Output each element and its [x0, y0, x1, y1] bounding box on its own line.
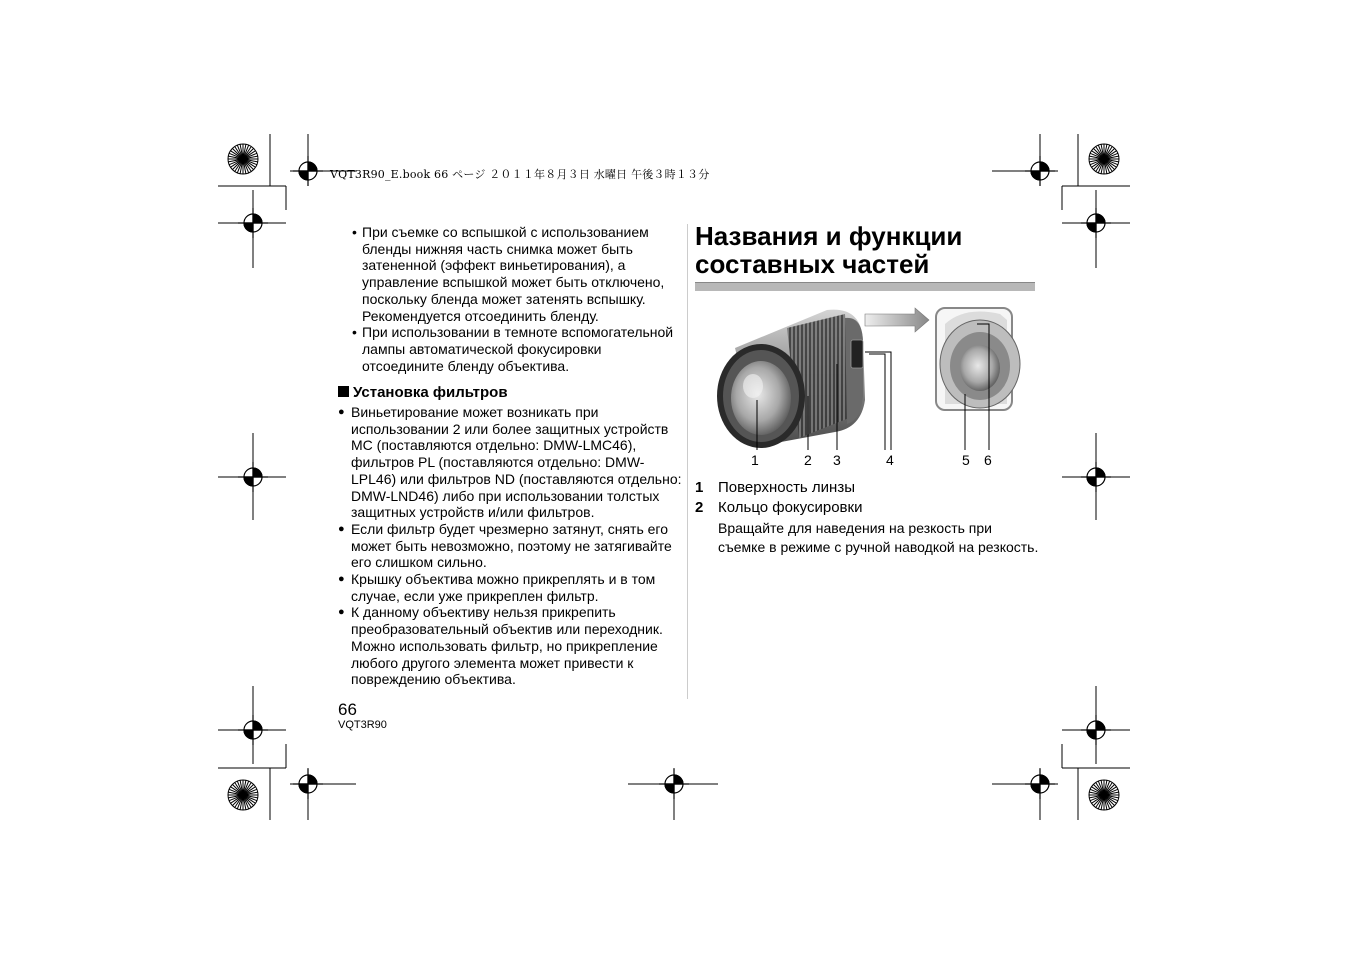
- section-bullet: ● Крышку объектива можно прикреплять и в том случае, если уже прикреплен фильтр.: [338, 571, 656, 604]
- section-bullet: ● Виньетирование может возникать при использовании 2 или более защитных устройств MC (поставляются отдельно: DMW-LMC46), фильтров PL (поставляются отдельно: DMW-LPL46) или фильтров ND (поставляются отдельно: DMW-LND46) либо при использовании толстых защитных устройств и/или фильтров.: [338, 404, 682, 521]
- intro-bullet: • При съемке со вспышкой с использованием бленды нижняя часть снимка может быть затененной (эффект виньетирования), а управление вспышкой может быть отключено, поскольку бленда может затенять вспышку. Рекомендуется отсоединить бленду.: [352, 224, 665, 324]
- round-bullet-icon: ●: [338, 522, 345, 535]
- column-divider: [687, 224, 688, 699]
- callout-label: 5: [962, 452, 970, 468]
- round-bullet-icon: ●: [338, 573, 345, 586]
- part-item: 2 Кольцо фокусировки: [695, 499, 863, 516]
- section-bullet: ● Если фильтр будет чрезмерно затянут, снять его может быть невозможно, поэтому не затягивайте его слишком сильно.: [338, 520, 672, 571]
- print-header: VQT3R90_E.book 66 ページ ２０１１年８月３日 水曜日 午後３時１３分: [330, 168, 710, 181]
- bullet-dot-icon: •: [352, 224, 357, 240]
- page-number: 66: [338, 700, 357, 719]
- section-bullet: ● К данному объективу нельзя прикрепить преобразовательный объектив или переходник. Можно использовать фильтр, но прикрепление любого другого элемента может привести к повреждению объектива.: [338, 604, 663, 688]
- model-code: VQT3R90: [338, 719, 387, 731]
- left-column: [338, 224, 683, 688]
- callout-label: 3: [833, 452, 841, 468]
- callout-label: 4: [886, 452, 894, 468]
- round-bullet-icon: ●: [338, 606, 345, 619]
- intro-bullet: • При использовании в темноте вспомогательной лампы автоматической фокусировки отсоедините бленду объектива.: [352, 324, 674, 374]
- parts-list: [695, 478, 1040, 556]
- lens-illustration: [695, 300, 1025, 450]
- callout-label: 2: [804, 452, 812, 468]
- callout-label: 1: [751, 452, 759, 468]
- part-description: Вращайте для наведения на резкость при съемке в режиме с ручной наводкой на резкость.: [718, 520, 1039, 555]
- black-square-icon: [338, 386, 349, 397]
- title-underline-bar: [695, 282, 1035, 291]
- round-bullet-icon: ●: [338, 406, 345, 419]
- bullet-dot-icon: •: [352, 324, 357, 341]
- page-title: Названия и функции составных частей: [695, 221, 963, 279]
- part-item: 1 Поверхность линзы: [695, 479, 855, 496]
- section-title: Установка фильтров: [338, 385, 683, 402]
- callout-label: 6: [984, 452, 992, 468]
